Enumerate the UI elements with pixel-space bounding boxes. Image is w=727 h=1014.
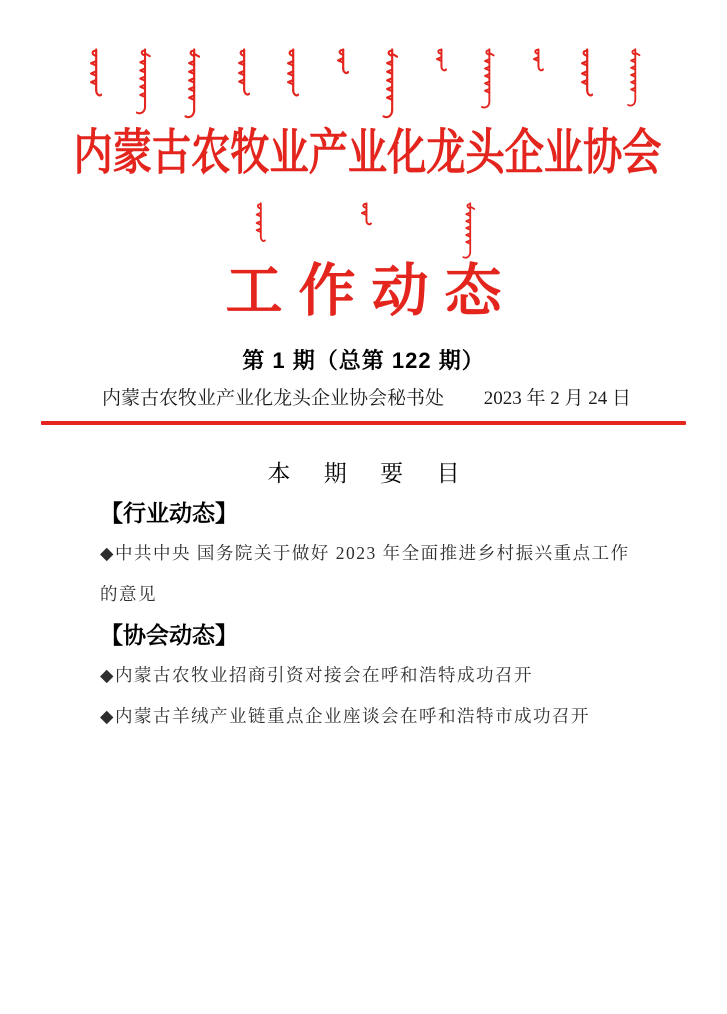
org-title — [0, 124, 727, 182]
mongolian-word-icon — [184, 48, 200, 120]
mongolian-script-row-middle — [251, 202, 476, 262]
mongolian-word-icon — [86, 48, 102, 103]
mongolian-word-icon — [577, 48, 593, 103]
bulletin-title: 工作动态 — [225, 260, 518, 323]
toc-heading: 本 期 要 目 — [267, 460, 469, 486]
mongolian-word-icon — [480, 48, 495, 110]
mongolian-word-icon — [432, 48, 447, 74]
bulletin-cover-page — [0, 48, 727, 1014]
toc-item: ◆内蒙古羊绒产业链重点企业座谈会在呼和浩特市成功召开 — [100, 706, 590, 726]
mongolian-word-icon — [626, 48, 641, 108]
toc-item: ◆内蒙古农牧业招商引资对接会在呼和浩特成功召开 — [100, 665, 533, 685]
mongolian-word-icon — [529, 48, 544, 74]
toc-item: ◆中共中央 国务院关于做好 2023 年全面推进乡村振兴重点工作的意见 — [100, 543, 630, 604]
mongolian-word-icon — [357, 202, 372, 228]
mongolian-script-row-top — [86, 48, 642, 122]
publish-date: 2023 年 2 月 24 日 — [483, 388, 631, 409]
red-divider — [41, 421, 686, 425]
toc — [100, 493, 642, 737]
section-title-association: 【协会动态】 — [100, 622, 238, 648]
mongolian-word-icon — [461, 202, 476, 260]
org-title-text: 内蒙古农牧业产业化龙头企业协会 — [73, 125, 662, 180]
mongolian-word-icon — [251, 202, 267, 244]
mongolian-word-icon — [382, 48, 398, 120]
mongolian-word-icon — [234, 48, 250, 98]
mongolian-word-icon — [135, 48, 151, 116]
section-title-industry: 【行业动态】 — [100, 500, 238, 526]
issue-number: 第 1 期（总第 122 期） — [242, 348, 485, 373]
publisher-name: 内蒙古农牧业产业化龙头企业协会秘书处 — [102, 388, 445, 409]
mongolian-word-icon — [333, 48, 349, 78]
publisher-row — [102, 386, 631, 412]
mongolian-word-icon — [283, 48, 299, 103]
